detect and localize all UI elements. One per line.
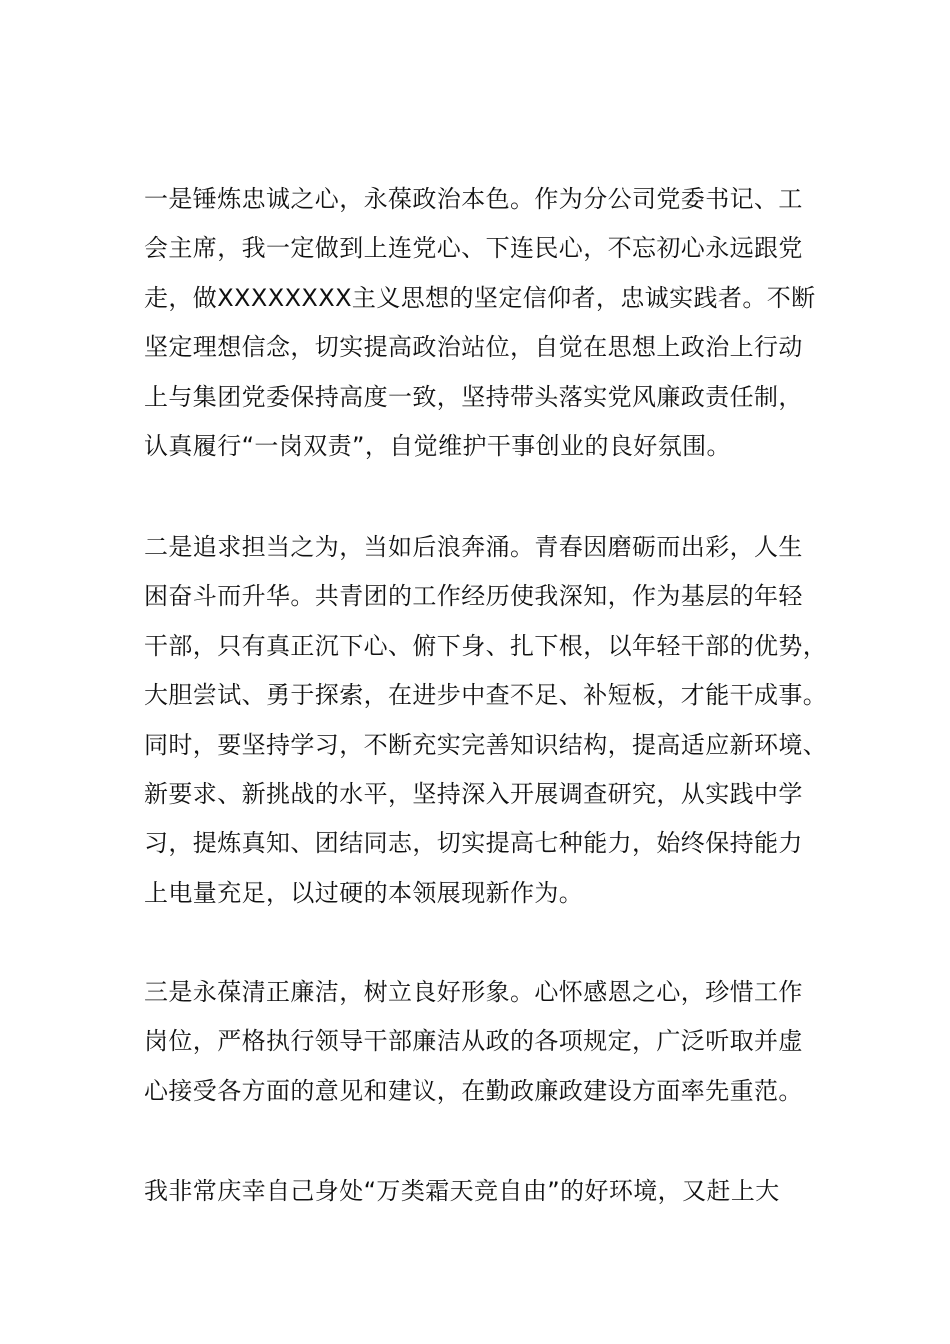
text-line: 会主席，我一定做到上连党心、下连民心，不忘初心永远跟党 (144, 234, 803, 263)
text-line: 习，提炼真知、团结同志，切实提高七种能力，始终保持能力 (144, 829, 803, 858)
text-line: 三是永葆清正廉洁，树立良好形象。心怀感恩之心，珍惜工作 (144, 978, 803, 1006)
text-line: 干部，只有真正沉下心、俯下身、扎下根，以年轻干部的优势， (144, 631, 828, 660)
text-line: 同时，要坚持学习，不断充实完善知识结构，提高适应新环境、 (144, 730, 828, 759)
text-line: 岗位，严格执行领导干部廉洁从政的各项规定，广泛听取并虚 (144, 1027, 803, 1056)
text-line: 二是追求担当之为，当如后浪奔涌。青春因磨砺而出彩，人生 (144, 533, 803, 561)
text-line: 认真履行“一岗双责”，自觉维护干事创业的良好氛围。 (144, 432, 731, 461)
text-line: 上与集团党委保持高度一致，坚持带头落实党风廉政责任制， (144, 382, 803, 411)
paragraph-responsibility (144, 523, 834, 918)
text-line: 上电量充足，以过硬的本领展现新作为。 (144, 878, 584, 907)
text-line: 心接受各方面的意见和建议，在勤政廉政建设方面率先重范。 (144, 1076, 803, 1105)
text-line: 我非常庆幸自己身处“万类霜天竞自由”的好环境，又赶上大 (144, 1177, 780, 1205)
paragraph-closing (144, 1167, 834, 1216)
text-line: 一是锤炼忠诚之心，永葆政治本色。作为分公司党委书记、工 (144, 185, 803, 213)
text-line: 新要求、新挑战的水平，坚持深入开展调查研究，从实践中学 (144, 780, 803, 809)
text-line: 走，做XXXXXXXX主义思想的坚定信仰者，忠诚实践者。不断 (144, 283, 816, 312)
text-line: 困奋斗而升华。共青团的工作经历使我深知，作为基层的年轻 (144, 582, 803, 611)
paragraph-integrity (144, 968, 834, 1116)
text-line: 坚定理想信念，切实提高政治站位，自觉在思想上政治上行动 (144, 333, 803, 362)
text-line: 大胆尝试、勇于探索，在进步中查不足、补短板，才能干成事。 (144, 681, 828, 710)
paragraph-loyalty (144, 175, 834, 471)
